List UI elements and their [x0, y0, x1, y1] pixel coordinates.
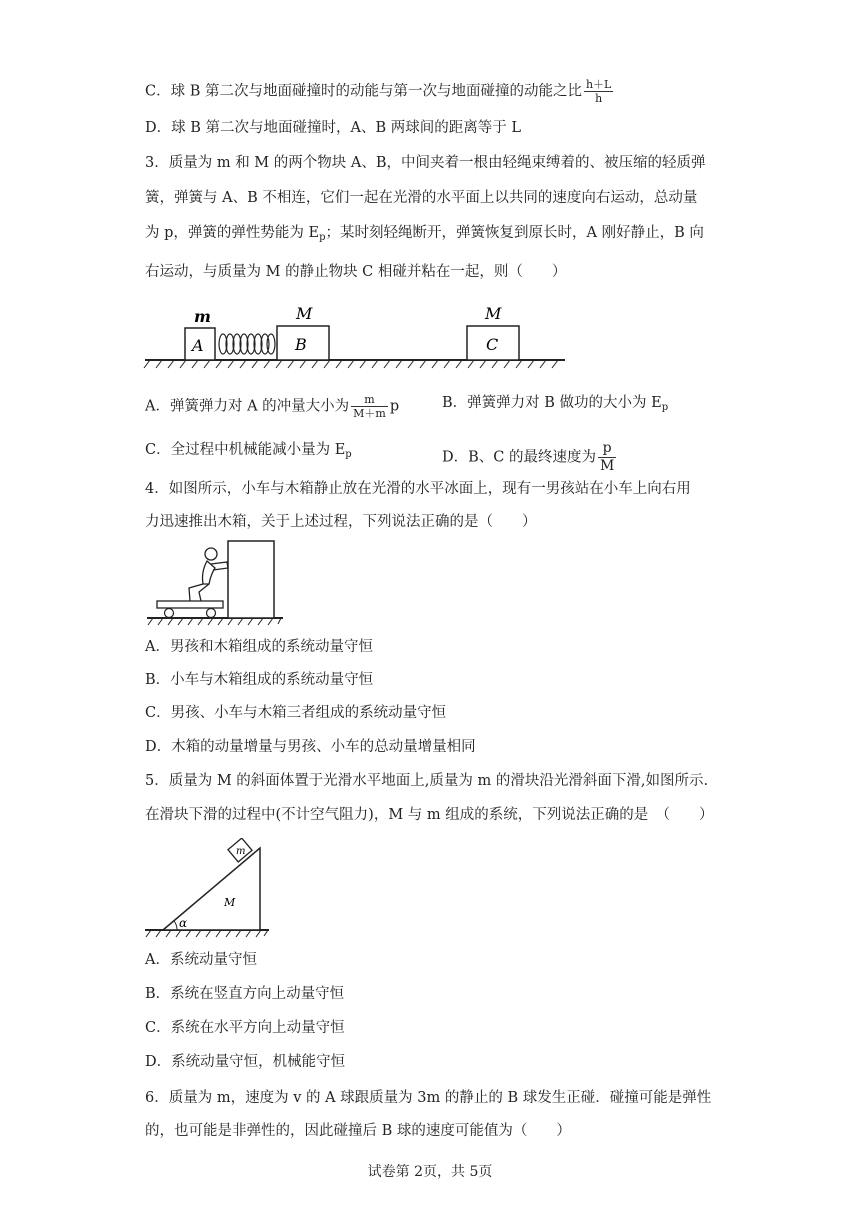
q4-figure	[145, 538, 285, 628]
q3-stem-line3: 为 p，弹簧的弹性势能为 $E_p$；某时刻轻绳断开，弹簧恢复到原长时，A 刚好静止，B 向	[145, 225, 704, 243]
q4-option-a: A．男孩和木箱组成的系统动量守恒	[145, 639, 373, 655]
q5-stem-line2: 在滑块下滑的过程中(不计空气阻力)，M 与 m 组成的系统，下列说法正确的是 （ ）	[145, 807, 714, 823]
label-alpha: α	[179, 916, 188, 930]
q3-a-fraction: $\frac{m}{M+m}$	[353, 393, 386, 420]
q5-figure	[143, 838, 273, 940]
q3-option-b: B．弹簧弹力对 B 做功的大小为 $E_p$	[442, 395, 669, 413]
label-m-big: M	[224, 896, 236, 909]
q3-stem-line1: 3．质量为 m 和 M 的两个物块 A、B，中间夹着一根由轻绳束缚着的、被压缩的轻质弹	[145, 155, 706, 171]
wooden-box	[228, 541, 274, 618]
boy-figure	[189, 548, 228, 601]
q3-d-fraction: $\frac{p}{M}$	[599, 440, 615, 474]
q2-option-d: D．球 B 第二次与地面碰撞时，A、B 两球间的距离等于 L	[145, 120, 521, 136]
q3-stem-line4: 右运动，与质量为 M 的静止物块 C 相碰并粘在一起，则（ ）	[145, 264, 567, 280]
q6-stem-line2: 的，也可能是非弹性的，因此碰撞后 B 球的速度可能值为（ ）	[145, 1123, 571, 1139]
label-m: m	[236, 846, 246, 857]
q6-stem-line1: 6．质量为 m，速度为 v 的 A 球跟质量为 3m 的静止的 B 球发生正碰．碰撞可能是弹性	[145, 1090, 712, 1106]
q5-option-b: B．系统在竖直方向上动量守恒	[145, 986, 345, 1002]
label-a: A	[192, 336, 204, 355]
label-b: B	[295, 335, 307, 354]
q4-stem-line1: 4．如图所示，小车与木箱静止放在光滑的水平冰面上，现有一男孩站在小车上向右用	[145, 481, 691, 497]
incline	[163, 848, 260, 930]
q5-option-a: A．系统动量守恒	[145, 952, 257, 968]
spring	[219, 334, 275, 354]
cart-wheel-left	[165, 609, 174, 618]
q3-option-c: C．全过程中机械能减小量为 $E_p$	[145, 442, 352, 460]
q4-option-b: B．小车与木箱组成的系统动量守恒	[145, 672, 374, 688]
q5-option-d: D．系统动量守恒，机械能守恒	[145, 1054, 346, 1070]
cart-wheel-right	[207, 609, 216, 618]
cart-board	[157, 601, 223, 608]
q4-option-d: D．木箱的动量增量与男孩、小车的总动量增量相同	[145, 739, 476, 755]
q2-option-c: C．球 B 第二次与地面碰撞时的动能与第一次与地面碰撞的动能之比 $\frac{h+L}{h}$	[145, 78, 612, 105]
q5-option-c: C．系统在水平方向上动量守恒	[145, 1020, 345, 1036]
q3-stem-line2: 簧，弹簧与 A、B 不相连，它们一起在光滑的水平面上以共同的速度向右运动，总动量	[145, 190, 698, 206]
page-footer: 试卷第 2页，共 5页	[367, 1164, 493, 1180]
label-m-b: M	[296, 304, 313, 323]
q3-option-a: A．弹簧弹力对 A 的冲量大小为 $\frac{m}{M+m}$ p	[145, 393, 400, 420]
label-m: m	[194, 307, 211, 326]
label-c: C	[486, 335, 499, 354]
q3-figure	[140, 300, 570, 375]
q4-option-c: C．男孩、小车与木箱三者组成的系统动量守恒	[145, 705, 447, 721]
label-m-c: M	[485, 304, 502, 323]
q2-c-fraction: $\frac{h+L}{h}$	[585, 78, 612, 105]
q4-stem-line2: 力迅速推出木箱，关于上述过程，下列说法正确的是（ ）	[145, 514, 537, 530]
q3-option-d: D．B、C 的最终速度为 $\frac{p}{M}$	[442, 440, 615, 474]
q5-stem-line1: 5．质量为 M 的斜面体置于光滑水平地面上,质量为 m 的滑块沿光滑斜面下滑,如图所示.	[145, 773, 709, 789]
